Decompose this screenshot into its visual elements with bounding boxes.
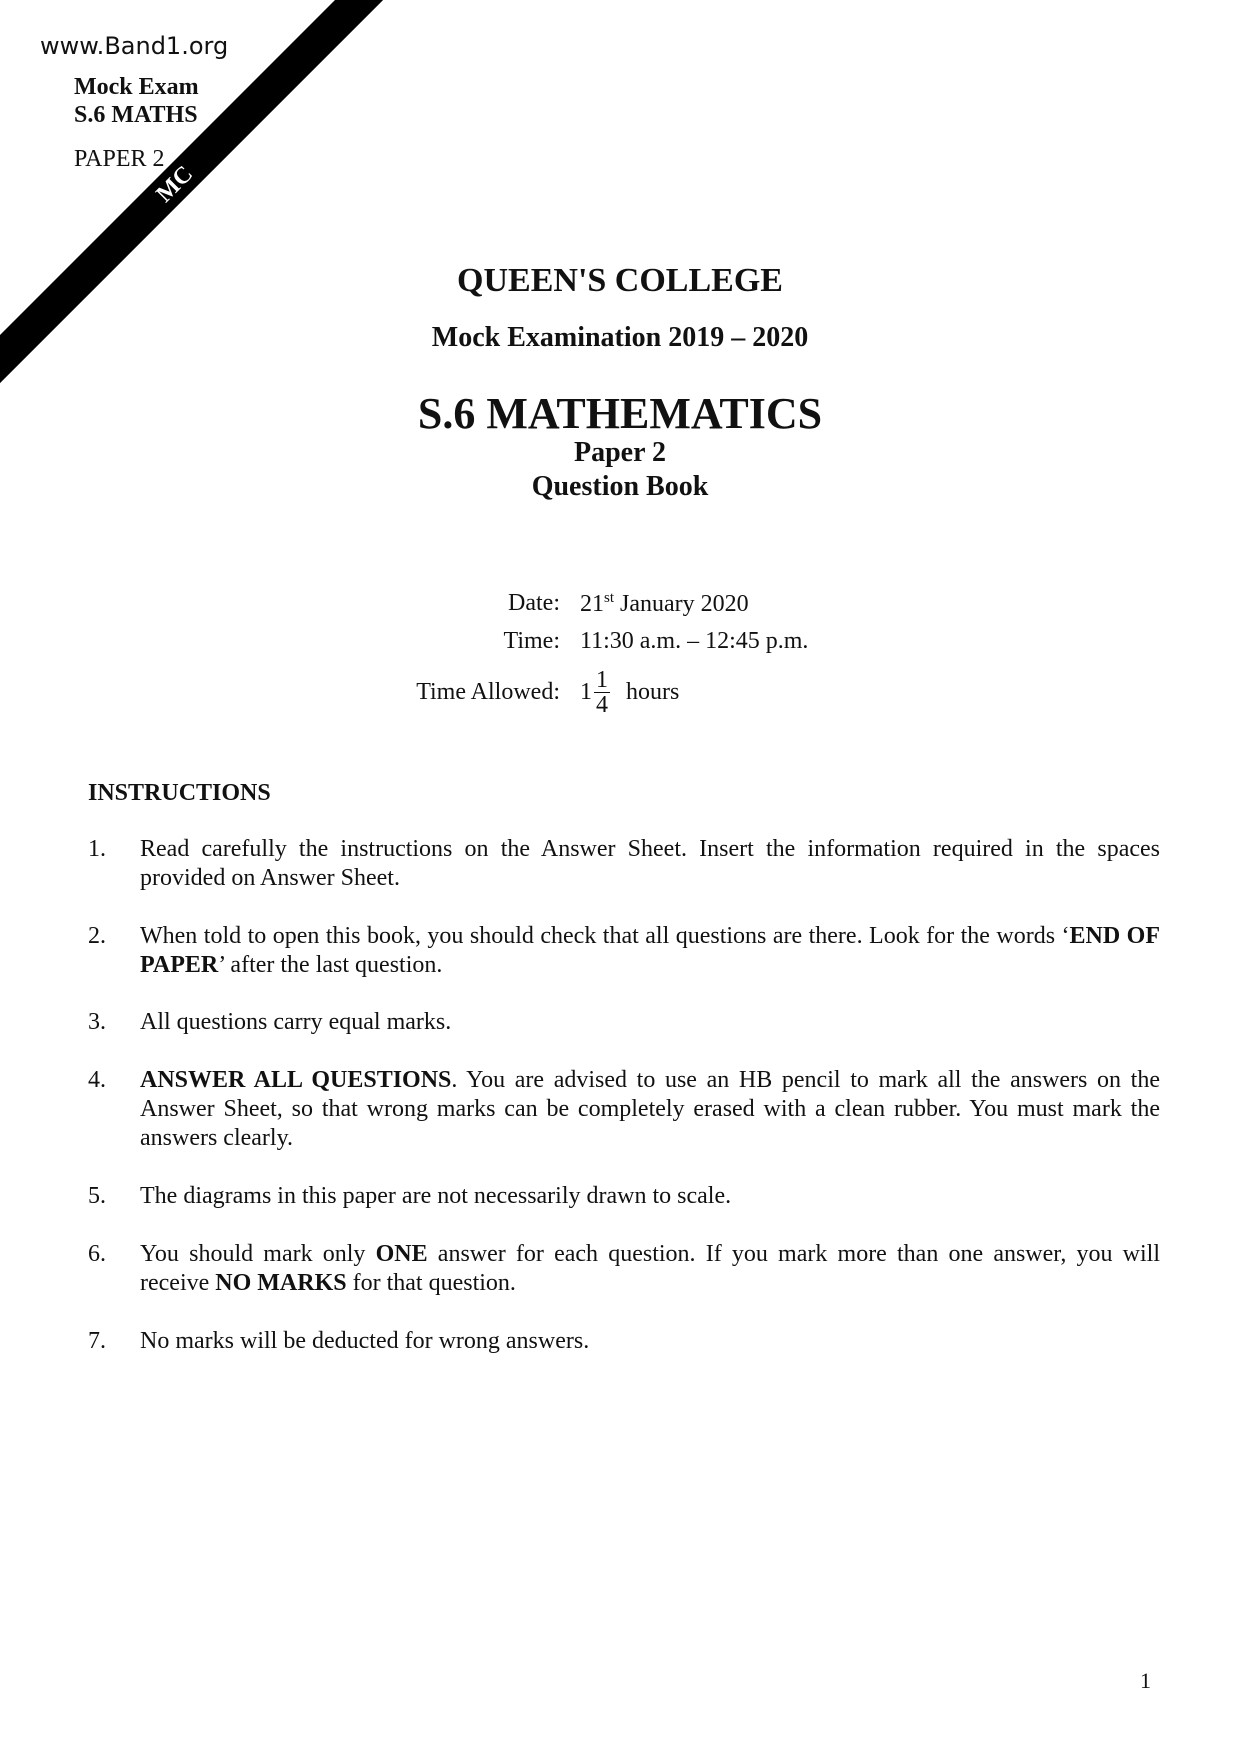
instruction-number: 6.	[88, 1241, 106, 1267]
instruction-emphasis: ANSWER ALL QUESTIONS	[140, 1067, 452, 1093]
allowed-unit: hours	[626, 679, 680, 705]
date-label: Date:	[508, 590, 560, 616]
book-title: Question Book	[531, 471, 709, 502]
allowed-numerator: 1	[596, 667, 608, 693]
instruction-text	[140, 1240, 1160, 1298]
date-day: 21	[580, 591, 604, 617]
instruction-segment: All questions carry equal marks.	[140, 1009, 452, 1035]
time-value: 11:30 a.m. – 12:45 p.m.	[580, 628, 809, 654]
header-subject: S.6 MATHS	[74, 102, 198, 128]
instruction-segment: for that question.	[346, 1270, 516, 1296]
date-row	[310, 590, 749, 618]
date-suffix: st	[604, 590, 615, 606]
allowed-row	[310, 668, 679, 717]
page-number: 1	[1140, 1668, 1151, 1693]
instruction-text	[140, 922, 1160, 980]
time-label: Time:	[503, 628, 560, 654]
allowed-label: Time Allowed:	[416, 679, 560, 705]
allowed-denominator: 4	[596, 692, 608, 718]
school-name: QUEEN'S COLLEGE	[457, 262, 783, 299]
instruction-segment: answer for each question. If you mark more than one answer, you will receive	[140, 1241, 1160, 1296]
instruction-number: 5.	[88, 1183, 106, 1209]
instruction-segment: The diagrams in this paper are not necessarily drawn to scale.	[140, 1183, 732, 1209]
instruction-emphasis: END OF PAPER	[140, 923, 1160, 978]
allowed-whole: 1	[580, 679, 592, 705]
instruction-number: 1.	[88, 836, 106, 862]
instruction-text	[140, 1327, 1160, 1356]
allowed-fraction	[594, 668, 610, 717]
exam-title: Mock Examination 2019 – 2020	[431, 322, 809, 353]
instruction-segment: ’ after the last question.	[218, 952, 443, 978]
instruction-segment: When told to open this book, you should check that all questions are there. Look for the words ‘	[140, 923, 1070, 949]
time-row	[310, 628, 808, 655]
instruction-segment: Read carefully the instructions on the Answer Sheet. Insert the information required in the spaces provided on Answer Sheet.	[140, 836, 1160, 891]
header-exam: Mock Exam	[74, 74, 199, 100]
instruction-emphasis: NO MARKS	[215, 1270, 347, 1296]
instruction-text	[140, 835, 1160, 893]
date-value	[580, 590, 749, 618]
corner-banner-label: MC	[151, 160, 199, 208]
paper-title: Paper 2	[573, 437, 667, 468]
instruction-segment: You should mark only	[140, 1241, 376, 1267]
allowed-value	[580, 668, 679, 717]
instruction-number: 3.	[88, 1009, 106, 1035]
instruction-segment: No marks will be deducted for wrong answers.	[140, 1328, 590, 1354]
instruction-text	[140, 1066, 1160, 1153]
instruction-number: 7.	[88, 1328, 106, 1354]
subject-title: S.6 MATHEMATICS	[417, 389, 823, 438]
instruction-emphasis: ONE	[375, 1241, 428, 1267]
header-paper: PAPER 2	[74, 146, 165, 172]
instruction-number: 4.	[88, 1067, 106, 1093]
instruction-text	[140, 1008, 1160, 1037]
instructions-heading: INSTRUCTIONS	[88, 780, 271, 806]
date-rest: January 2020	[620, 591, 749, 617]
watermark-site: www.Band1.org	[40, 32, 229, 60]
instruction-text	[140, 1182, 1160, 1211]
instruction-number: 2.	[88, 923, 106, 949]
instruction-segment: . You are advised to use an HB pencil to mark all the answers on the Answer Sheet, so that wrong marks can be completely erased with a clean rubber. You must mark the answers clearly.	[140, 1067, 1160, 1151]
